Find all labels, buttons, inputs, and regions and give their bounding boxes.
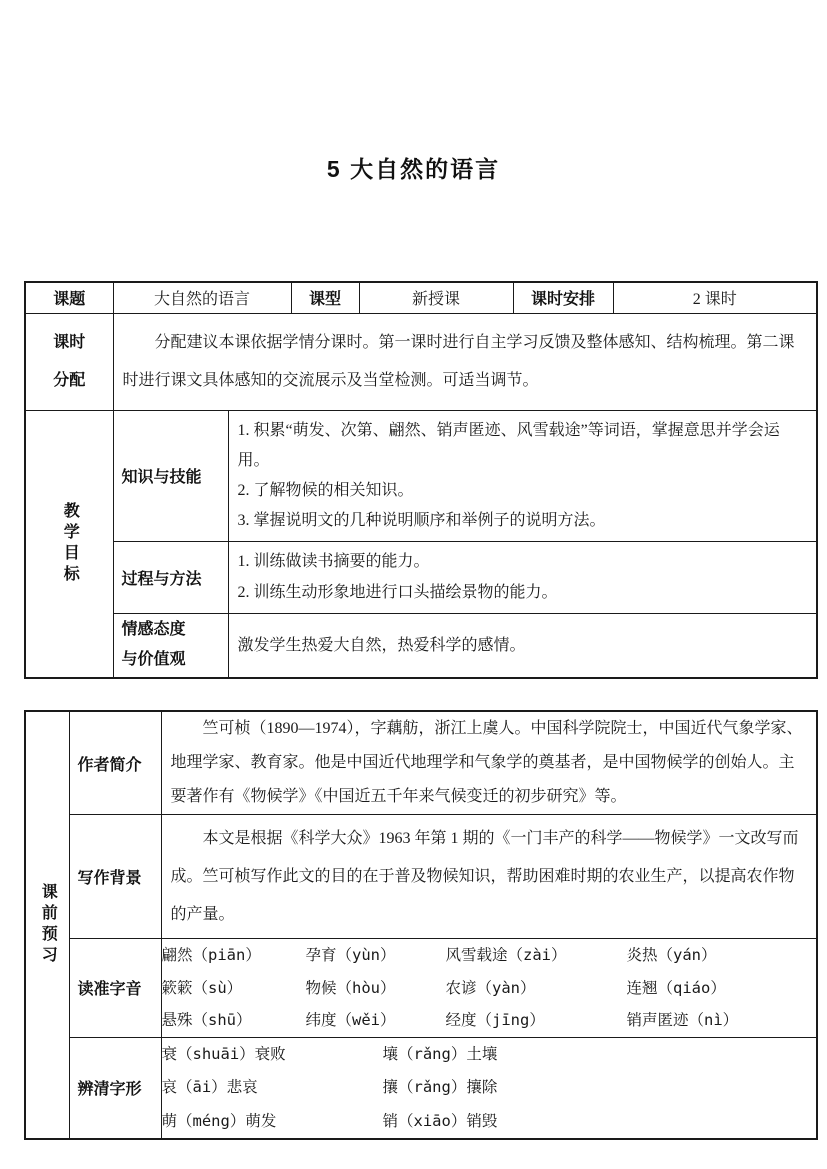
time-allocation-label (25, 313, 113, 410)
time-allocation-row (25, 313, 817, 410)
author-intro-label: 作者简介 (69, 711, 161, 815)
glyph-cell (161, 1037, 817, 1139)
pronunciation-row (25, 939, 817, 1038)
info-header-row (25, 282, 817, 313)
glyph-line (162, 1071, 817, 1105)
objectives-label: 教学目标 (61, 501, 79, 586)
topic-value: 大自然的语言 (113, 282, 291, 313)
writing-background-label: 写作背景 (69, 815, 161, 939)
lesson-info-table (24, 281, 818, 679)
time-allocation-label-line1: 课时 (53, 333, 86, 351)
pinyin-entry: 纬度（wěi） (305, 1011, 396, 1029)
pinyin-entry: 悬殊（shū） (161, 1011, 252, 1029)
glyph-entry: 哀（āi）悲哀 (161, 1078, 258, 1096)
pronunciation-line (162, 1004, 817, 1037)
pinyin-entry: 炎热（yán） (626, 946, 717, 964)
glyph-line (162, 1038, 817, 1072)
author-intro-cell (161, 711, 817, 815)
pronunciation-cell (161, 939, 817, 1038)
objective-item: 2. 训练生动形象地进行口头描绘景物的能力。 (237, 584, 558, 601)
pinyin-entry: 翩然（piān） (161, 946, 261, 964)
author-intro-row (25, 711, 817, 815)
objective-emotion-label (113, 613, 228, 678)
time-allocation-label-line2: 分配 (53, 371, 86, 389)
pinyin-entry: 孕育（yùn） (305, 946, 396, 964)
objective-emotion-row (25, 613, 817, 678)
objective-item: 2. 了解物候的相关知识。 (237, 481, 414, 499)
objective-process-row (25, 541, 817, 613)
objectives-label-cell (25, 410, 113, 678)
time-allocation-text: 分配建议本课依据学情分课时。第一课时进行自主学习反馈及整体感知、结构梳理。第二课时进行课文具体感知的交流展示及当堂检测。可适当调节。 (122, 333, 795, 389)
lesson-type-value: 新授课 (359, 282, 513, 313)
preview-label-cell (25, 711, 69, 1139)
objective-process-items (228, 541, 817, 613)
glyph-entry: 衰（shuāi）衰败 (161, 1044, 286, 1063)
topic-label: 课题 (25, 282, 113, 313)
writing-background-row (25, 815, 817, 939)
glyph-line (162, 1105, 817, 1139)
writing-background-text: 本文是根据《科学大众》1963 年第 1 期的《一门丰产的科学——物候学》一文改写而成。竺可桢写作此文的目的在于普及物候知识，帮助困难时期的农业生产，以提高农作物的产量。 (170, 829, 799, 923)
pinyin-entry: 经度（jīng） (445, 1011, 545, 1029)
page-title: 5 大自然的语言 (326, 156, 501, 182)
glyph-entry: 萌（méng）萌发 (161, 1111, 277, 1130)
pinyin-entry: 簌簌（sù） (161, 978, 243, 997)
glyph-label: 辨清字形 (69, 1037, 161, 1139)
time-allocation-cell (113, 313, 817, 410)
glyph-entry: 壤（rǎng）土壤 (382, 1044, 498, 1063)
pronunciation-label: 读准字音 (69, 939, 161, 1038)
schedule-label: 课时安排 (513, 282, 613, 313)
pinyin-entry: 物候（hòu） (305, 978, 396, 997)
objective-knowledge-items (228, 410, 817, 541)
objective-knowledge-label: 知识与技能 (113, 410, 228, 541)
pinyin-entry: 农谚（yàn） (445, 978, 536, 997)
objective-knowledge-row (25, 410, 817, 541)
author-intro-text: 竺可桢（1890—1974），字藕舫，浙江上虞人。中国科学院院士，中国近代气象学家、地理学家、教育家。他是中国近代地理学和气象学的奠基者，是中国物候学的创始人。主要著作有《物候学》《中国近五千年来气候变迁的初步研究》等。 (170, 720, 803, 805)
glyph-row (25, 1037, 817, 1139)
objective-item: 1. 积累“萌发、次第、翩然、销声匿迹、风雪载途”等词语，掌握意思并学会运用。 (237, 421, 780, 469)
pinyin-entry: 销声匿迹（nì） (626, 1011, 739, 1029)
objective-emotion-label-line2: 与价值观 (121, 651, 186, 669)
preview-table (24, 710, 818, 1140)
writing-background-cell (161, 815, 817, 939)
pronunciation-line (162, 939, 817, 972)
objective-item: 3. 掌握说明文的几种说明顺序和举例子的说明方法。 (237, 511, 606, 529)
preview-label: 课前预习 (39, 883, 57, 967)
objective-process-label: 过程与方法 (113, 541, 228, 613)
objective-emotion-text-cell (228, 613, 817, 678)
schedule-value: 2 课时 (613, 282, 817, 313)
glyph-entry: 攘（rǎng）攘除 (382, 1078, 498, 1096)
objective-item: 1. 训练做读书摘要的能力。 (237, 553, 430, 570)
objective-emotion-text: 激发学生热爱大自然，热爱科学的感情。 (237, 636, 526, 654)
objective-emotion-label-line1: 情感态度 (121, 621, 186, 639)
lesson-type-label: 课型 (291, 282, 359, 313)
pinyin-entry: 连翘（qiáo） (626, 978, 726, 997)
pinyin-entry: 风雪载途（zài） (445, 946, 567, 964)
glyph-entry: 销（xiāo）销毁 (382, 1111, 498, 1130)
pronunciation-line (162, 972, 817, 1005)
